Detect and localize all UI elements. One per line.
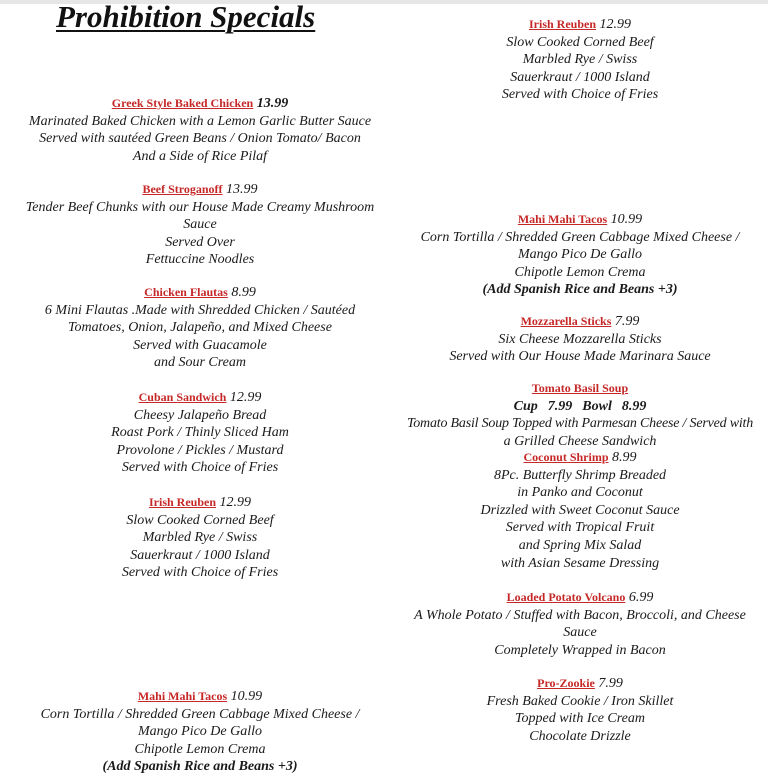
item-description: Slow Cooked Corned Beef [126, 512, 274, 528]
item-description: Served with Choice of Fries [121, 460, 279, 476]
item-name: Irish Reuben [148, 495, 216, 509]
item-name: Beef Stroganoff [142, 182, 223, 196]
menu-item-irish-reuben-right [440, 16, 720, 104]
item-price: 13.99 [256, 96, 289, 111]
bowl-label: Bowl [582, 398, 612, 414]
menu-item-coconut-shrimp [395, 449, 765, 572]
menu-item-tomato-basil-soup [392, 380, 768, 450]
item-name: Chicken Flautas [144, 285, 228, 299]
item-description: Marinated Baked Chicken with a Lemon Garlic Butter Sauce [28, 113, 372, 129]
item-description: Cheesy Jalapeño Bread [133, 407, 267, 423]
item-description: with Asian Sesame Dressing [500, 555, 660, 571]
item-price: 10.99 [610, 212, 643, 227]
menu-item-pro-zookie [440, 675, 720, 745]
bowl-price: 8.99 [621, 398, 647, 414]
item-description: 8Pc. Butterfly Shrimp Breaded [493, 467, 667, 483]
soup-sizes [392, 398, 768, 416]
item-description: Roast Pork / Thinly Sliced Ham [111, 425, 289, 441]
item-description: Sauce [183, 217, 217, 233]
item-description: Served with Our House Made Marinara Sauce [449, 349, 711, 365]
item-description: Served with Choice of Fries [121, 565, 279, 581]
item-price: 13.99 [226, 182, 258, 197]
item-price: 8.99 [612, 450, 637, 465]
item-price: 12.99 [219, 495, 251, 510]
item-description: Served with Choice of Fries [501, 87, 659, 103]
item-price: 8.99 [231, 285, 256, 300]
item-description: Completely Wrapped in Bacon [494, 642, 666, 658]
menu-item-mozzarella-sticks [395, 313, 765, 366]
item-description: Sauce [563, 625, 597, 641]
menu-item-chicken-flautas [0, 284, 400, 372]
cup-price: 7.99 [547, 398, 573, 414]
item-name: Mahi Mahi Tacos [137, 689, 228, 703]
item-name: Cuban Sandwich [138, 390, 227, 404]
item-description: Mango Pico De Gallo [137, 724, 263, 740]
menu-item-loaded-potato-volcano [395, 589, 765, 659]
item-description: Chipotle Lemon Crema [514, 264, 646, 280]
menu-item-mahi-tacos-right [395, 211, 765, 299]
item-description: 6 Mini Flautas .Made with Shredded Chicken / Sautéed [44, 302, 356, 318]
item-addon: (Add Spanish Rice and Beans +3) [102, 759, 298, 775]
item-description: a Grilled Cheese Sandwich [503, 433, 657, 449]
item-description: and Spring Mix Salad [518, 537, 642, 553]
menu-item-beef-stroganoff [0, 181, 400, 269]
item-description: in Panko and Coconut [517, 485, 643, 501]
item-description: Tomatoes, Onion, Jalapeño, and Mixed Cheese [68, 320, 332, 336]
item-description: Tomato Basil Soup Topped with Parmesan Cheese / Served with [406, 416, 754, 432]
item-name: Loaded Potato Volcano [506, 590, 626, 604]
item-addon: (Add Spanish Rice and Beans +3) [482, 282, 678, 298]
item-description: Fresh Baked Cookie / Iron Skillet [486, 693, 674, 709]
item-description: And a Side of Rice Pilaf [132, 148, 268, 164]
item-description: Corn Tortilla / Shredded Green Cabbage Mixed Cheese / [420, 229, 740, 245]
item-name: Pro-Zookie [537, 676, 595, 690]
item-description: Served Over [165, 234, 235, 250]
item-description: Tender Beef Chunks with our House Made Creamy Mushroom [25, 199, 375, 215]
item-price: 6.99 [628, 590, 654, 605]
menu-item-irish-reuben-left [0, 494, 400, 582]
item-name: Coconut Shrimp [523, 450, 609, 464]
item-price: 12.99 [599, 17, 631, 32]
item-description: Corn Tortilla / Shredded Green Cabbage Mixed Cheese / [40, 706, 360, 722]
item-description: Fettuccine Noodles [145, 252, 255, 268]
item-description: Chocolate Drizzle [529, 728, 631, 744]
item-name: Mahi Mahi Tacos [517, 212, 608, 226]
item-description: Served with Tropical Fruit [505, 520, 655, 536]
item-description: Drizzled with Sweet Coconut Sauce [480, 502, 680, 518]
item-description: Chipotle Lemon Crema [134, 741, 266, 757]
cup-label: Cup [513, 398, 538, 414]
menu-item-cuban-sandwich [0, 389, 400, 477]
item-description: Served with sautéed Green Beans / Onion Tomato/ Bacon [39, 131, 361, 147]
item-name: Tomato Basil Soup [531, 381, 629, 395]
item-description: A Whole Potato / Stuffed with Bacon, Broccoli, and Cheese [414, 607, 746, 623]
item-description: Marbled Rye / Swiss [522, 52, 638, 68]
menu-item-greek-chicken [0, 95, 400, 165]
item-description: Marbled Rye / Swiss [142, 530, 258, 546]
item-description: Sauerkraut / 1000 Island [510, 69, 650, 85]
item-price: 7.99 [598, 676, 623, 691]
item-description: Sauerkraut / 1000 Island [130, 547, 270, 563]
item-description: and Sour Cream [153, 355, 247, 371]
item-description: Mango Pico De Gallo [517, 247, 643, 263]
item-description: Slow Cooked Corned Beef [506, 34, 654, 50]
item-name: Mozzarella Sticks [520, 314, 612, 328]
menu-title: Prohibition Specials [56, 0, 316, 34]
item-name: Irish Reuben [528, 17, 596, 31]
item-description: Served with Guacamole [133, 337, 267, 353]
item-description: Six Cheese Mozzarella Sticks [498, 331, 662, 347]
item-price: 12.99 [229, 390, 262, 405]
item-description: Topped with Ice Cream [514, 711, 645, 727]
item-name: Greek Style Baked Chicken [111, 96, 254, 110]
item-price: 7.99 [614, 314, 640, 329]
item-description: Provolone / Pickles / Mustard [116, 442, 284, 458]
menu-item-mahi-tacos-left [0, 688, 400, 776]
item-price: 10.99 [230, 689, 263, 704]
